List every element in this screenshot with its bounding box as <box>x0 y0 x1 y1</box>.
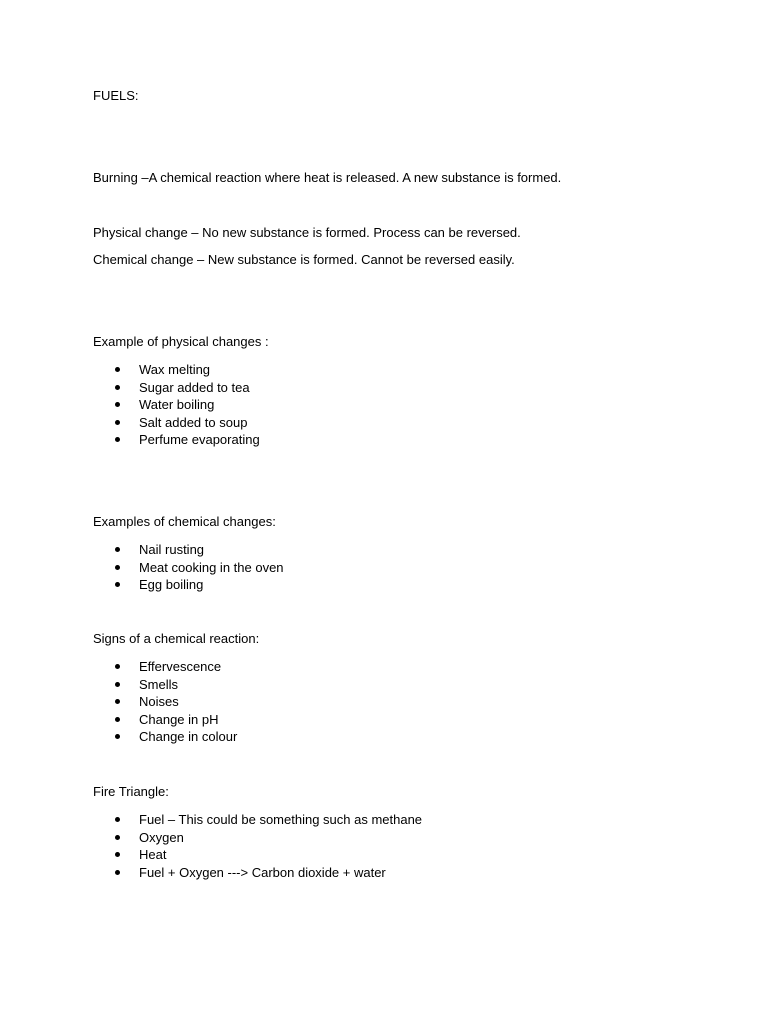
list-item: Change in colour <box>93 728 237 746</box>
list-item: Fuel + Oxygen ---> Carbon dioxide + water <box>93 864 422 882</box>
list-item: Water boiling <box>93 396 260 414</box>
list-item: Meat cooking in the oven <box>93 559 284 577</box>
bullet-icon <box>115 402 120 407</box>
list-item: Egg boiling <box>93 576 284 594</box>
fire-triangle-list <box>93 811 422 881</box>
bullet-icon <box>115 835 120 840</box>
bullet-icon <box>115 734 120 739</box>
signs-heading: Signs of a chemical reaction: <box>93 631 260 646</box>
page-title: FUELS: <box>93 88 139 103</box>
bullet-icon <box>115 870 120 875</box>
list-item: Heat <box>93 846 422 864</box>
fire-triangle-heading: Fire Triangle: <box>93 784 169 799</box>
list-item: Wax melting <box>93 361 260 379</box>
list-item: Fuel – This could be something such as methane <box>93 811 422 829</box>
physical-examples-heading: Example of physical changes : <box>93 334 269 349</box>
bullet-icon <box>115 565 120 570</box>
bullet-icon <box>115 664 120 669</box>
list-item: Perfume evaporating <box>93 431 260 449</box>
chemical-change-definition: Chemical change – New substance is formed. Cannot be reversed easily. <box>93 252 515 267</box>
list-item: Salt added to soup <box>93 414 260 432</box>
list-item: Nail rusting <box>93 541 284 559</box>
list-item: Effervescence <box>93 658 237 676</box>
burning-definition: Burning –A chemical reaction where heat is released. A new substance is formed. <box>93 170 562 185</box>
bullet-icon <box>115 699 120 704</box>
chemical-examples-list <box>93 541 284 594</box>
list-item: Oxygen <box>93 829 422 847</box>
list-item: Change in pH <box>93 711 237 729</box>
bullet-icon <box>115 682 120 687</box>
bullet-icon <box>115 717 120 722</box>
list-item: Smells <box>93 676 237 694</box>
bullet-icon <box>115 852 120 857</box>
chemical-examples-heading: Examples of chemical changes: <box>93 514 276 529</box>
physical-change-definition: Physical change – No new substance is formed. Process can be reversed. <box>93 225 521 240</box>
bullet-icon <box>115 367 120 372</box>
bullet-icon <box>115 547 120 552</box>
signs-list <box>93 658 237 746</box>
list-item: Noises <box>93 693 237 711</box>
physical-examples-list <box>93 361 260 449</box>
bullet-icon <box>115 420 120 425</box>
list-item: Sugar added to tea <box>93 379 260 397</box>
bullet-icon <box>115 582 120 587</box>
bullet-icon <box>115 385 120 390</box>
bullet-icon <box>115 437 120 442</box>
bullet-icon <box>115 817 120 822</box>
